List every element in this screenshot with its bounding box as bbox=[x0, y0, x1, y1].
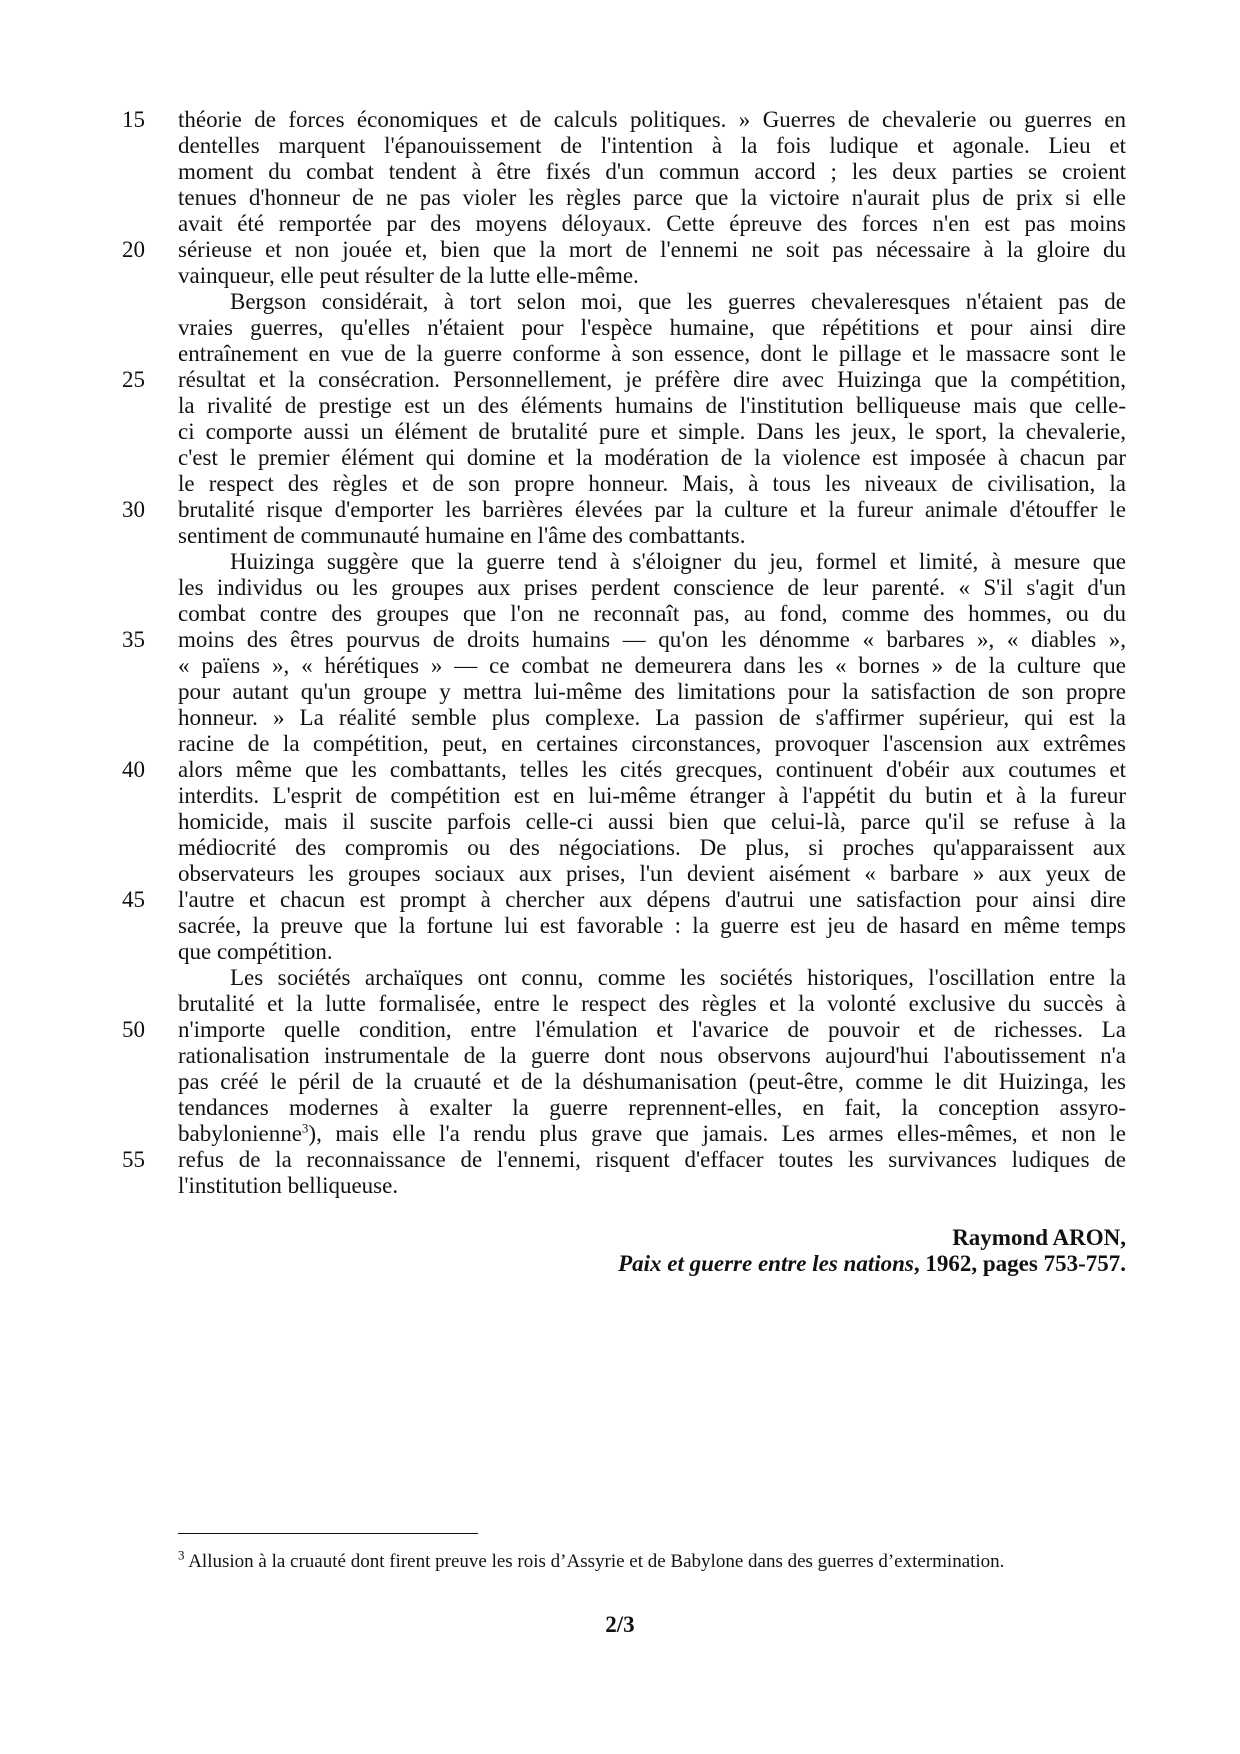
text-line: refus de la reconnaissance de l'ennemi, risquent d'effacer toutes les survivances ludiques de bbox=[178, 1147, 1126, 1172]
text-line: vainqueur, elle peut résulter de la lutte elle-même. bbox=[178, 263, 639, 288]
text-line: ci comporte aussi un élément de brutalité pure et simple. Dans les jeux, le sport, la chevalerie, bbox=[178, 419, 1126, 444]
text-line: sérieuse et non jouée et, bien que la mort de l'ennemi ne soit pas nécessaire à la gloire du bbox=[178, 237, 1126, 262]
text-line: avait été remportée par des moyens déloyaux. Cette épreuve des forces n'en est pas moins bbox=[178, 211, 1126, 236]
text-line: n'importe quelle condition, entre l'émulation et l'avarice de pouvoir et de richesses. La bbox=[178, 1017, 1126, 1042]
text-line: sacrée, la preuve que la fortune lui est favorable : la guerre est jeu de hasard en même temps bbox=[178, 913, 1126, 938]
footnote-text: Allusion à la cruauté dont firent preuve les rois d’Assyrie et de Babylone dans des guerres d’extermination. bbox=[184, 1551, 1005, 1572]
line-number: 50 bbox=[122, 1017, 145, 1042]
text-line: résultat et la consécration. Personnellement, je préfère dire avec Huizinga que la compétition, bbox=[178, 367, 1126, 392]
text-line: dentelles marquent l'épanouissement de l'intention à la fois ludique et agonale. Lieu et bbox=[178, 133, 1126, 158]
text-line: les individus ou les groupes aux prises perdent conscience de leur parenté. « S'il s'agit d'un bbox=[178, 575, 1126, 600]
text-segment: babylonienne bbox=[178, 1121, 302, 1146]
text-line: la rivalité de prestige est un des éléments humains de l'institution belliqueuse mais que celle- bbox=[178, 393, 1126, 418]
text-line: honneur. » La réalité semble plus complexe. La passion de s'affirmer supérieur, qui est la bbox=[178, 705, 1126, 730]
text-line: moment du combat tendent à être fixés d'un commun accord ; les deux parties se croient bbox=[178, 159, 1126, 184]
signature-source bbox=[618, 1250, 1126, 1278]
page-number: 2/3 bbox=[605, 1612, 635, 1637]
line-number: 45 bbox=[122, 887, 145, 912]
footnote bbox=[178, 1547, 1126, 1574]
text-segment: ), mais elle l'a rendu plus grave que jamais. Les armes elles-mêmes, et non le bbox=[308, 1121, 1126, 1146]
footnote-mark: 3 bbox=[178, 1547, 185, 1563]
text-line: l'institution belliqueuse. bbox=[178, 1173, 399, 1198]
text-line: homicide, mais il suscite parfois celle-ci aussi bien que celui-là, parce qu'il se refuse à la bbox=[178, 809, 1126, 834]
line-number: 35 bbox=[122, 627, 145, 652]
line-number: 15 bbox=[122, 107, 145, 132]
text-line: c'est le premier élément qui domine et la modération de la violence est imposée à chacun par bbox=[178, 445, 1126, 470]
line-number: 55 bbox=[122, 1147, 145, 1172]
paragraph-first-line: Huizinga suggère que la guerre tend à s'éloigner du jeu, formel et limité, à mesure que bbox=[230, 549, 1126, 574]
text-line: entraînement en vue de la guerre conforme à son essence, dont le pillage et le massacre sont le bbox=[178, 341, 1126, 366]
text-line: interdits. L'esprit de compétition est en lui-même étranger à l'appétit du butin et à la fureur bbox=[178, 783, 1126, 808]
text-line: que compétition. bbox=[178, 939, 333, 964]
text-line: rationalisation instrumentale de la guerre dont nous observons aujourd'hui l'aboutissement n'a bbox=[178, 1043, 1126, 1068]
footnote-reference: 3 bbox=[301, 1120, 309, 1136]
text-line: tenues d'honneur de ne pas violer les règles parce que la victoire n'aurait plus de prix si elle bbox=[178, 185, 1126, 210]
footnote-divider bbox=[178, 1533, 478, 1534]
text-line: le respect des règles et de son propre honneur. Mais, à tous les niveaux de civilisation, la bbox=[178, 471, 1126, 496]
text-line: moins des êtres pourvus de droits humains — qu'on les dénomme « barbares », « diables », bbox=[178, 627, 1126, 652]
text-line: tendances modernes à exalter la guerre reprennent-elles, en fait, la conception assyro- bbox=[178, 1095, 1126, 1120]
text-line: brutalité et la lutte formalisée, entre le respect des règles et la volonté exclusive du succès à bbox=[178, 991, 1126, 1016]
line-number: 30 bbox=[122, 497, 145, 522]
signature-author: Raymond ARON, bbox=[952, 1225, 1126, 1250]
publication-details: , 1962, pages 753-757. bbox=[913, 1251, 1126, 1276]
text-line: pas créé le péril de la cruauté et de la déshumanisation (peut-être, comme le dit Huizinga, les bbox=[178, 1069, 1126, 1094]
line-number: 40 bbox=[122, 757, 145, 782]
paragraph-first-line: Les sociétés archaïques ont connu, comme les sociétés historiques, l'oscillation entre la bbox=[230, 965, 1126, 990]
footnote-ref-wrapper bbox=[178, 1120, 308, 1148]
line-number: 25 bbox=[122, 367, 145, 392]
work-title: Paix et guerre entre les nations bbox=[618, 1251, 914, 1276]
text-line: pour autant qu'un groupe y mettra lui-même des limitations pour la satisfaction de son propre bbox=[178, 679, 1126, 704]
paragraph-first-line: Bergson considérait, à tort selon moi, que les guerres chevaleresques n'étaient pas de bbox=[230, 289, 1126, 314]
text-line: médiocrité des compromis ou des négociations. De plus, si proches qu'apparaissent aux bbox=[178, 835, 1126, 860]
text-line: combat contre des groupes que l'on ne reconnaît pas, au fond, comme des hommes, ou du bbox=[178, 601, 1126, 626]
text-line: l'autre et chacun est prompt à chercher aux dépens d'autrui une satisfaction pour ainsi dire bbox=[178, 887, 1126, 912]
text-line: alors même que les combattants, telles les cités grecques, continuent d'obéir aux coutumes et bbox=[178, 757, 1126, 782]
text-line: observateurs les groupes sociaux aux prises, l'un devient aisément « barbare » aux yeux de bbox=[178, 861, 1126, 886]
text-line: sentiment de communauté humaine en l'âme des combattants. bbox=[178, 523, 746, 548]
text-line: vraies guerres, qu'elles n'étaient pour l'espèce humaine, que répétitions et pour ainsi dire bbox=[178, 315, 1126, 340]
text-line-with-footnote bbox=[178, 1120, 1126, 1148]
text-line: « païens », « hérétiques » — ce combat ne demeurera dans les « bornes » de la culture que bbox=[178, 653, 1126, 678]
text-line: brutalité risque d'emporter les barrières élevées par la culture et la fureur animale d'étouffer le bbox=[178, 497, 1126, 522]
line-number: 20 bbox=[122, 237, 145, 262]
text-line: théorie de forces économiques et de calculs politiques. » Guerres de chevalerie ou guerres en bbox=[178, 107, 1126, 132]
text-line: racine de la compétition, peut, en certaines circonstances, provoquer l'ascension aux extrêmes bbox=[178, 731, 1126, 756]
